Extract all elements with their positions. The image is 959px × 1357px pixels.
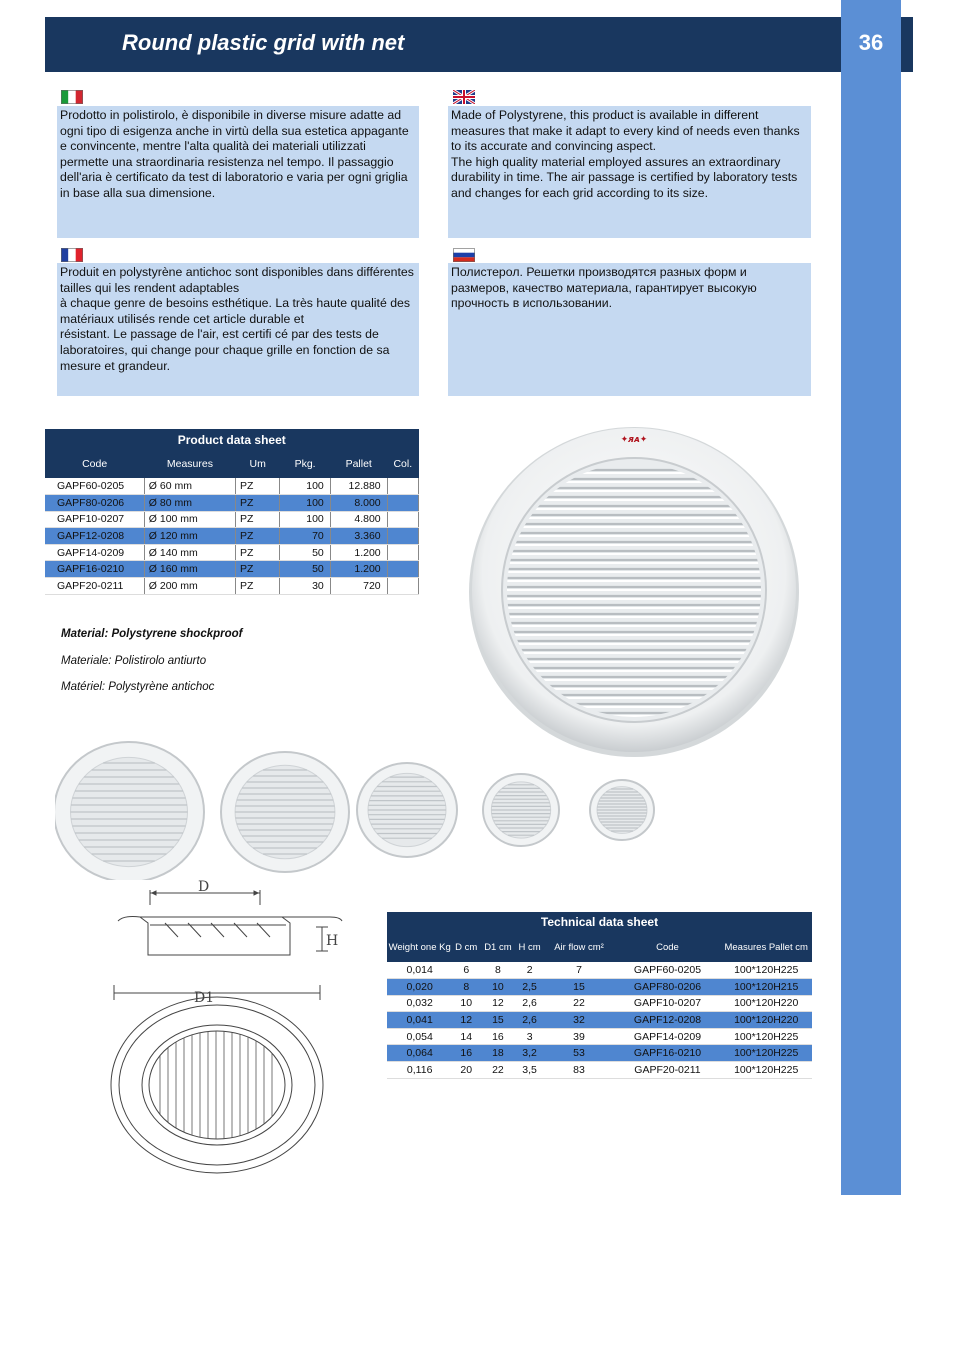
product-table-row <box>45 528 419 545</box>
italy-flag-icon <box>61 90 83 104</box>
dimension-label-d1: D1 <box>194 990 215 1006</box>
technical-table-row <box>387 1012 812 1029</box>
technical-cell: 32 <box>544 1012 615 1029</box>
dimension-label-h: H <box>326 933 339 949</box>
material-italian: Materiale: Polistirolo antiurto <box>61 655 207 667</box>
technical-cell: GAPF60-0205 <box>615 962 721 979</box>
small-grid-1 <box>55 742 204 880</box>
product-cell <box>387 578 418 595</box>
technical-cell: 0,014 <box>387 962 452 979</box>
product-cell <box>387 495 418 512</box>
product-cell: 30 <box>280 578 330 595</box>
product-cell: Ø 60 mm <box>144 478 235 495</box>
technical-cell: 2 <box>516 962 544 979</box>
product-cell: PZ <box>236 511 280 528</box>
technical-cell: 12 <box>452 1012 480 1029</box>
description-italian-text: Prodotto in polistirolo, è disponibile in diverse misure adatte ad ogni tipo di esigenza anche in virtù della sua estetica appagante e convincente, mentre l'alta qualità dei materiali utilizzati permette una straordinaria resistenza nel tempo. Il passaggio dell'aria è certificato da test di laboratorio e varia per ogni griglia in base alla sua dimensione. <box>60 108 409 200</box>
col-measures-pallet: Measures Pallet cm <box>724 941 808 953</box>
technical-cell: 83 <box>544 1062 615 1079</box>
technical-cell: 8 <box>452 979 480 996</box>
product-cell: Ø 120 mm <box>144 528 235 545</box>
technical-cell: GAPF80-0206 <box>615 979 721 996</box>
technical-cell: 0,116 <box>387 1062 452 1079</box>
description-english <box>448 106 811 238</box>
product-table-row <box>45 478 419 495</box>
product-cell: Ø 160 mm <box>144 561 235 578</box>
product-cell: 8.000 <box>330 495 387 512</box>
col-d1: D1 cm <box>484 941 512 953</box>
technical-cell: 3,2 <box>516 1045 544 1062</box>
product-cell: Ø 200 mm <box>144 578 235 595</box>
technical-cell: GAPF12-0208 <box>615 1012 721 1029</box>
col-pkg: Pkg. <box>294 458 316 470</box>
technical-table-row <box>387 1062 812 1079</box>
product-cell: PZ <box>236 578 280 595</box>
technical-table-row <box>387 1028 812 1045</box>
product-cell: Ø 80 mm <box>144 495 235 512</box>
product-cell: 1.200 <box>330 544 387 561</box>
technical-cell: GAPF14-0209 <box>615 1028 721 1045</box>
product-cell: 12.880 <box>330 478 387 495</box>
small-grid-4 <box>483 774 559 846</box>
technical-cell: 0,054 <box>387 1028 452 1045</box>
technical-cell: 53 <box>544 1045 615 1062</box>
product-cell: 50 <box>280 561 330 578</box>
technical-cell: 16 <box>452 1045 480 1062</box>
technical-table-row <box>387 979 812 996</box>
svg-text:✦ᴙᴀ✦: ✦ᴙᴀ✦ <box>620 435 648 445</box>
page-number: 36 <box>858 30 884 55</box>
product-cell: 4.800 <box>330 511 387 528</box>
product-cell: 3.360 <box>330 528 387 545</box>
product-cell: PZ <box>236 495 280 512</box>
technical-cell: 10 <box>452 995 480 1012</box>
col-tech-code: Code <box>656 941 679 953</box>
col-h: H cm <box>518 941 541 953</box>
product-cell: 1.200 <box>330 561 387 578</box>
technical-cell: 16 <box>480 1028 516 1045</box>
small-grid-5 <box>590 780 654 840</box>
sidebar-band <box>841 0 901 1195</box>
product-cell: GAPF80-0206 <box>45 495 144 512</box>
grid-size-range-image <box>55 740 665 880</box>
technical-cell: 0,020 <box>387 979 452 996</box>
technical-cell: 100*120H220 <box>720 995 812 1012</box>
product-cell: Ø 140 mm <box>144 544 235 561</box>
technical-data-table <box>387 912 812 1079</box>
technical-cell: 0,041 <box>387 1012 452 1029</box>
product-cell: Ø 100 mm <box>144 511 235 528</box>
description-russian <box>448 263 811 396</box>
col-code: Code <box>82 458 108 470</box>
product-cell: 100 <box>280 511 330 528</box>
technical-cell: 0,032 <box>387 995 452 1012</box>
technical-cell: 15 <box>480 1012 516 1029</box>
product-table-row <box>45 561 419 578</box>
description-french-text: Produit en polystyrène antichoc sont disponibles dans différentes tailles qui les rendent adaptables à chaque genre de besoins esthétique. La très haute qualité des matériaux utilisés rende cet article durable et résistant. Le passage de l'air, est certifi cé par des tests de laboratoires, qui change pour chaque grille en fonction de sa mesure et grandeur. <box>60 265 414 373</box>
technical-cell: 2,5 <box>516 979 544 996</box>
product-cell <box>387 511 418 528</box>
material-english: Material: Polystyrene shockproof <box>61 628 243 640</box>
technical-cell: 100*120H220 <box>720 1012 812 1029</box>
product-cell: GAPF12-0208 <box>45 528 144 545</box>
product-table-row <box>45 511 419 528</box>
product-table-title: Product data sheet <box>177 432 286 447</box>
technical-cell: 10 <box>480 979 516 996</box>
product-table-row <box>45 495 419 512</box>
product-table-row <box>45 544 419 561</box>
technical-table-title: Technical data sheet <box>540 915 659 929</box>
technical-cell: 6 <box>452 962 480 979</box>
technical-cell: 15 <box>544 979 615 996</box>
product-cell <box>387 528 418 545</box>
product-cell: 720 <box>330 578 387 595</box>
product-cell: GAPF16-0210 <box>45 561 144 578</box>
technical-cell: 100*120H225 <box>720 1045 812 1062</box>
col-d: D cm <box>455 941 478 953</box>
description-russian-text: Полистерол. Решетки производятся разных форм и размеров, качество материала, гарантирует высокую прочность в использовании. <box>451 265 757 311</box>
col-col: Col. <box>393 458 413 470</box>
product-cell <box>387 544 418 561</box>
product-cell: 100 <box>280 495 330 512</box>
technical-cell: 3 <box>516 1028 544 1045</box>
product-cell: PZ <box>236 544 280 561</box>
technical-table-row <box>387 962 812 979</box>
product-cell: 50 <box>280 544 330 561</box>
technical-cell: 39 <box>544 1028 615 1045</box>
product-cell <box>387 561 418 578</box>
col-pallet: Pallet <box>345 458 372 470</box>
technical-table-row <box>387 1045 812 1062</box>
technical-cell: 20 <box>452 1062 480 1079</box>
small-grid-2 <box>221 752 349 872</box>
technical-cell: 14 <box>452 1028 480 1045</box>
technical-cell: 3,5 <box>516 1062 544 1079</box>
product-cell: GAPF14-0209 <box>45 544 144 561</box>
product-cell: GAPF10-0207 <box>45 511 144 528</box>
page-title: Round plastic grid with net <box>122 30 405 55</box>
technical-cell: 12 <box>480 995 516 1012</box>
technical-cell: GAPF20-0211 <box>615 1062 721 1079</box>
dimension-label-d: D <box>198 879 210 895</box>
technical-cell: 100*120H225 <box>720 1062 812 1079</box>
small-grid-3 <box>357 763 457 857</box>
technical-cell: 22 <box>544 995 615 1012</box>
technical-cell: 0,064 <box>387 1045 452 1062</box>
product-cell: 70 <box>280 528 330 545</box>
technical-cell: 100*120H225 <box>720 1028 812 1045</box>
product-cell: PZ <box>236 528 280 545</box>
technical-cell: 100*120H215 <box>720 979 812 996</box>
product-cell: PZ <box>236 561 280 578</box>
description-italian <box>57 106 419 238</box>
product-cell: GAPF60-0205 <box>45 478 144 495</box>
product-cell <box>387 478 418 495</box>
technical-cell: 2,6 <box>516 995 544 1012</box>
col-measures: Measures <box>166 458 213 470</box>
technical-cell: 22 <box>480 1062 516 1079</box>
product-table-row <box>45 578 419 595</box>
technical-cell: 8 <box>480 962 516 979</box>
product-cell: GAPF20-0211 <box>45 578 144 595</box>
description-french <box>57 263 419 396</box>
col-um: Um <box>249 458 266 470</box>
technical-cell: 100*120H225 <box>720 962 812 979</box>
product-cell: 100 <box>280 478 330 495</box>
description-english-text: Made of Polystyrene, this product is available in different measures that make it adapt to every kind of needs even thanks to its accurate and convincing aspect. The high quality material employed assures an extraordinary durability in time. The air passage is certified by laboratory tests and changes for each grid according to its size. <box>451 108 800 200</box>
uk-flag-icon <box>453 90 475 104</box>
technical-table-row <box>387 995 812 1012</box>
technical-drawing <box>110 875 350 1175</box>
round-grid-large-image <box>448 420 820 760</box>
product-cell: PZ <box>236 478 280 495</box>
technical-cell: 2,6 <box>516 1012 544 1029</box>
col-weight: Weight one Kg <box>388 941 451 953</box>
col-airflow: Air flow cm² <box>554 941 604 953</box>
russia-flag-icon <box>453 248 475 262</box>
technical-cell: 7 <box>544 962 615 979</box>
france-flag-icon <box>61 248 83 262</box>
product-data-table <box>45 429 419 595</box>
technical-cell: 18 <box>480 1045 516 1062</box>
technical-cell: GAPF10-0207 <box>615 995 721 1012</box>
technical-cell: GAPF16-0210 <box>615 1045 721 1062</box>
material-french: Matériel: Polystyrène antichoc <box>61 681 215 693</box>
